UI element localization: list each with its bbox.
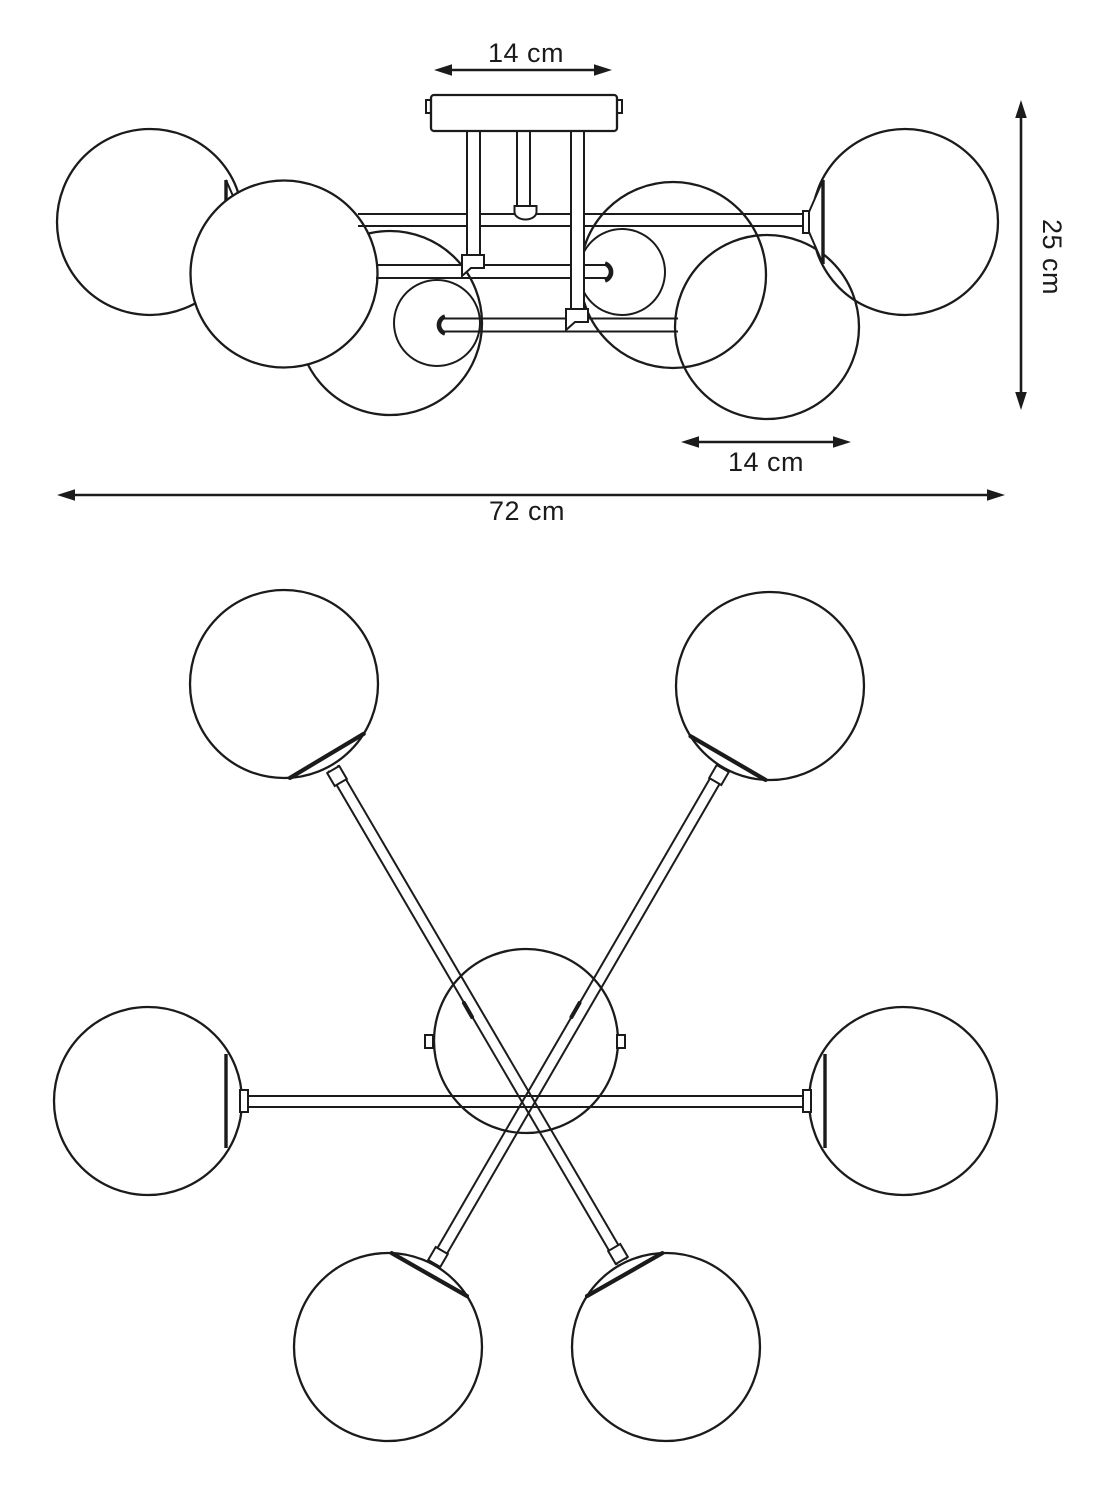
- side-canopy: [426, 95, 622, 131]
- socket-chord-top-left: [290, 734, 364, 778]
- stem-cap-right: [566, 309, 588, 330]
- bottom-canopy-tab-right: [617, 1035, 625, 1048]
- bottom-globe-left: [54, 1007, 242, 1195]
- side-view: [57, 95, 998, 419]
- arrow-right-icon: [987, 489, 1005, 501]
- side-globe-mid-right: [580, 182, 766, 368]
- dimension-canopy-width-label: 14 cm: [487, 38, 565, 68]
- bottom-globe-bottom-right: [572, 1253, 760, 1441]
- dimension-fixture-height-label: 25 cm: [1037, 218, 1067, 296]
- arrow-left-icon: [57, 489, 75, 501]
- bottom-globe-top-right: [676, 592, 864, 780]
- dimension-fixture-height: [1015, 100, 1067, 410]
- side-stems: [462, 130, 588, 330]
- arrow-right-icon: [594, 64, 612, 76]
- dimension-globe-diameter: [681, 436, 851, 477]
- side-socket-right: [803, 180, 823, 264]
- dimension-canopy-width: [434, 38, 612, 76]
- screw-mark-right: [572, 1003, 580, 1017]
- dimension-fixture-width-label: 72 cm: [488, 496, 566, 526]
- dimension-fixture-width: [57, 489, 1005, 526]
- arrow-up-icon: [1015, 100, 1027, 118]
- screw-mark-left: [464, 1003, 472, 1017]
- stem-cap-left: [462, 255, 484, 276]
- side-globe-far-right: [812, 129, 998, 315]
- arrow-left-icon: [434, 64, 452, 76]
- arrow-right-icon: [833, 436, 851, 448]
- side-fitter-ring-right: [579, 229, 665, 315]
- bottom-view: [54, 590, 997, 1441]
- bottom-globe-top-left: [190, 590, 378, 778]
- bottom-canopy-tab-left: [425, 1035, 433, 1048]
- stem-cap-middle: [515, 206, 537, 220]
- dimension-globe-diameter-label: 14 cm: [727, 447, 805, 477]
- side-globe-mid-left: [191, 181, 378, 368]
- bottom-globe-bottom-left: [294, 1253, 482, 1441]
- arrow-left-icon: [681, 436, 699, 448]
- side-globe-low-right: [675, 235, 859, 419]
- arrow-down-icon: [1015, 392, 1027, 410]
- bottom-globe-right: [809, 1007, 997, 1195]
- bottom-arm-diagonal-1: [327, 765, 628, 1265]
